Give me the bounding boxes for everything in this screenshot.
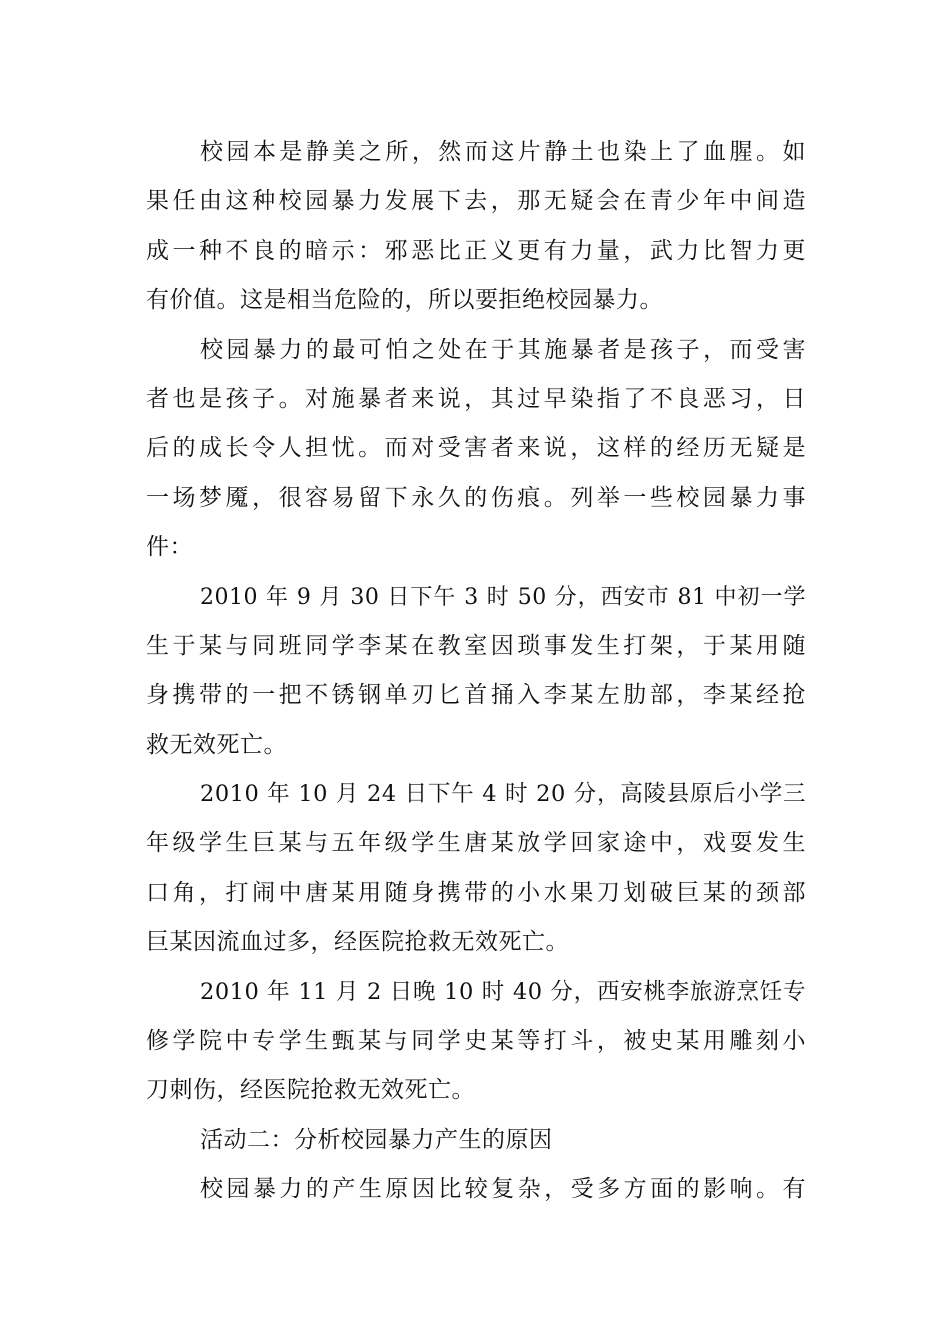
text-line: 有价值。这是相当危险的，所以要拒绝校园暴力。: [146, 287, 663, 314]
text-line: 2010 年 10 月 24 日下午 4 时 20 分，高陵县原后小学三: [200, 781, 806, 808]
text-line: 2010 年 11 月 2 日晚 10 时 40 分，西安桃李旅游烹饪专: [200, 978, 806, 1005]
text-line: 2010 年 9 月 30 日下午 3 时 50 分，西安市 81 中初一学: [200, 584, 806, 610]
text-line: 一场梦魇，很容易留下永久的伤痕。列举一些校园暴力事: [146, 484, 806, 511]
text-line: 果任由这种校园暴力发展下去，那无疑会在青少年中间造: [146, 188, 806, 215]
text-line: 后的成长令人担忧。而对受害者来说，这样的经历无疑是: [146, 435, 806, 462]
text-line: 修学院中专学生甄某与同学史某等打斗，被史某用雕刻小: [146, 1028, 806, 1055]
document-body: [146, 128, 806, 1215]
text-line: 口角，打闹中唐某用随身携带的小水果刀划破巨某的颈部: [146, 879, 806, 906]
text-line: 救无效死亡。: [146, 731, 287, 758]
text-line: 校园本是静美之所，然而这片静土也染上了血腥。如: [200, 139, 806, 165]
text-line: 刀刺伤，经医院抢救无效死亡。: [146, 1077, 475, 1104]
text-line: 巨某因流血过多，经医院抢救无效死亡。: [146, 929, 569, 956]
text-line: 者也是孩子。对施暴者来说，其过早染指了不良恶习，日: [146, 385, 806, 412]
section-heading: 活动二：分析校园暴力产生的原因: [200, 1126, 553, 1153]
text-line: 件：: [146, 534, 193, 561]
text-line: 生于某与同班同学李某在教室因琐事发生打架，于某用随: [146, 632, 806, 659]
text-line: 年级学生巨某与五年级学生唐某放学回家途中，戏耍发生: [146, 830, 806, 857]
text-line: 身携带的一把不锈钢单刃匕首捅入李某左肋部，李某经抢: [146, 682, 806, 709]
text-line: 校园暴力的产生原因比较复杂，受多方面的影响。有: [200, 1176, 806, 1203]
text-line: 成一种不良的暗示：邪恶比正义更有力量，武力比智力更: [146, 237, 806, 264]
text-line: 校园暴力的最可怕之处在于其施暴者是孩子，而受害: [200, 336, 806, 363]
